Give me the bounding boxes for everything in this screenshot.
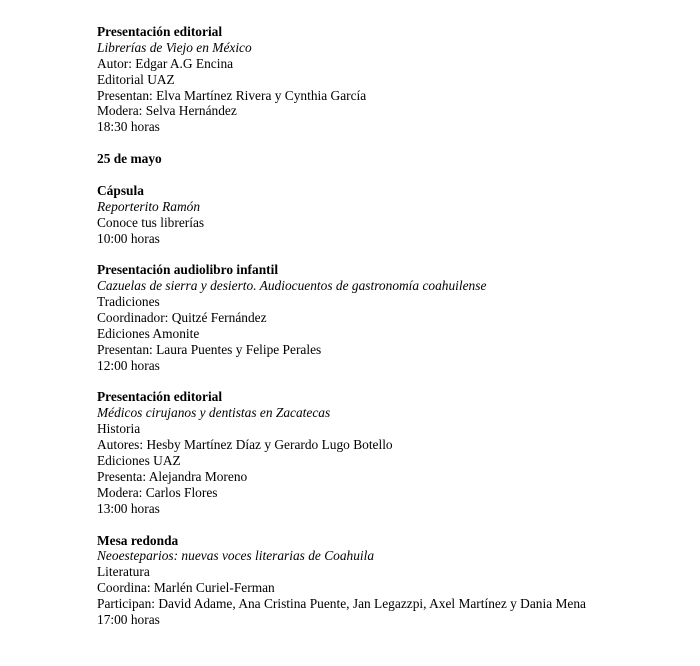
event-detail: Modera: Carlos Flores	[97, 484, 218, 500]
event-time: 17:00 horas	[97, 611, 160, 627]
event-title: Presentación editorial	[97, 24, 223, 39]
event-block	[97, 389, 617, 516]
event-detail: Presentan: Elva Martínez Rivera y Cynthia García	[97, 87, 367, 103]
spacer	[97, 167, 617, 183]
event-detail: Modera: Selva Hernández	[97, 103, 237, 119]
event-work-title: Médicos cirujanos y dentistas en Zacatecas	[97, 405, 331, 421]
event-detail: Historia	[97, 421, 141, 437]
event-time: 13:00 horas	[97, 500, 160, 516]
event-block	[97, 533, 617, 628]
event-detail: Editorial UAZ	[97, 71, 175, 87]
spacer	[97, 517, 617, 533]
event-detail: Presentan: Laura Puentes y Felipe Perales	[97, 341, 322, 357]
event-detail: Literatura	[97, 564, 150, 580]
event-detail: Tradiciones	[97, 294, 160, 310]
spacer	[97, 135, 617, 151]
event-title: Mesa redonda	[97, 532, 179, 548]
spacer	[97, 374, 617, 390]
event-title: Cápsula	[97, 182, 144, 198]
event-block	[97, 24, 617, 135]
event-title: Presentación audiolibro infantil	[97, 262, 279, 278]
event-time: 10:00 horas	[97, 230, 160, 246]
event-detail: Autores: Hesby Martínez Díaz y Gerardo Lugo Botello	[97, 437, 393, 453]
event-block	[97, 183, 617, 247]
event-detail: Ediciones UAZ	[97, 453, 181, 469]
event-detail: Coordina: Marlén Curiel-Ferman	[97, 580, 275, 596]
event-detail: Conoce tus librerías	[97, 214, 205, 230]
event-time: 18:30 horas	[97, 119, 160, 135]
event-work-title: Reporterito Ramón	[97, 198, 201, 214]
event-block	[97, 262, 617, 373]
event-detail: Autor: Edgar A.G Encina	[97, 55, 234, 71]
event-detail: Presenta: Alejandra Moreno	[97, 468, 248, 484]
event-title: Presentación editorial	[97, 389, 223, 405]
spacer	[97, 246, 617, 262]
event-detail: Coordinador: Quitzé Fernández	[97, 310, 267, 326]
event-work-title: Neoesteparios: nuevas voces literarias de Coahuila	[97, 548, 375, 564]
event-work-title: Librerías de Viejo en México	[97, 39, 252, 55]
event-time: 12:00 horas	[97, 357, 160, 373]
event-detail: Ediciones Amonite	[97, 325, 200, 341]
event-detail: Participan: David Adame, Ana Cristina Puente, Jan Legazzpi, Axel Martínez y Dania Mena	[97, 596, 586, 612]
date-heading: 25 de mayo	[97, 151, 162, 167]
event-work-title: Cazuelas de sierra y desierto. Audiocuentos de gastronomía coahuilense	[97, 278, 487, 294]
program-document	[97, 24, 617, 628]
